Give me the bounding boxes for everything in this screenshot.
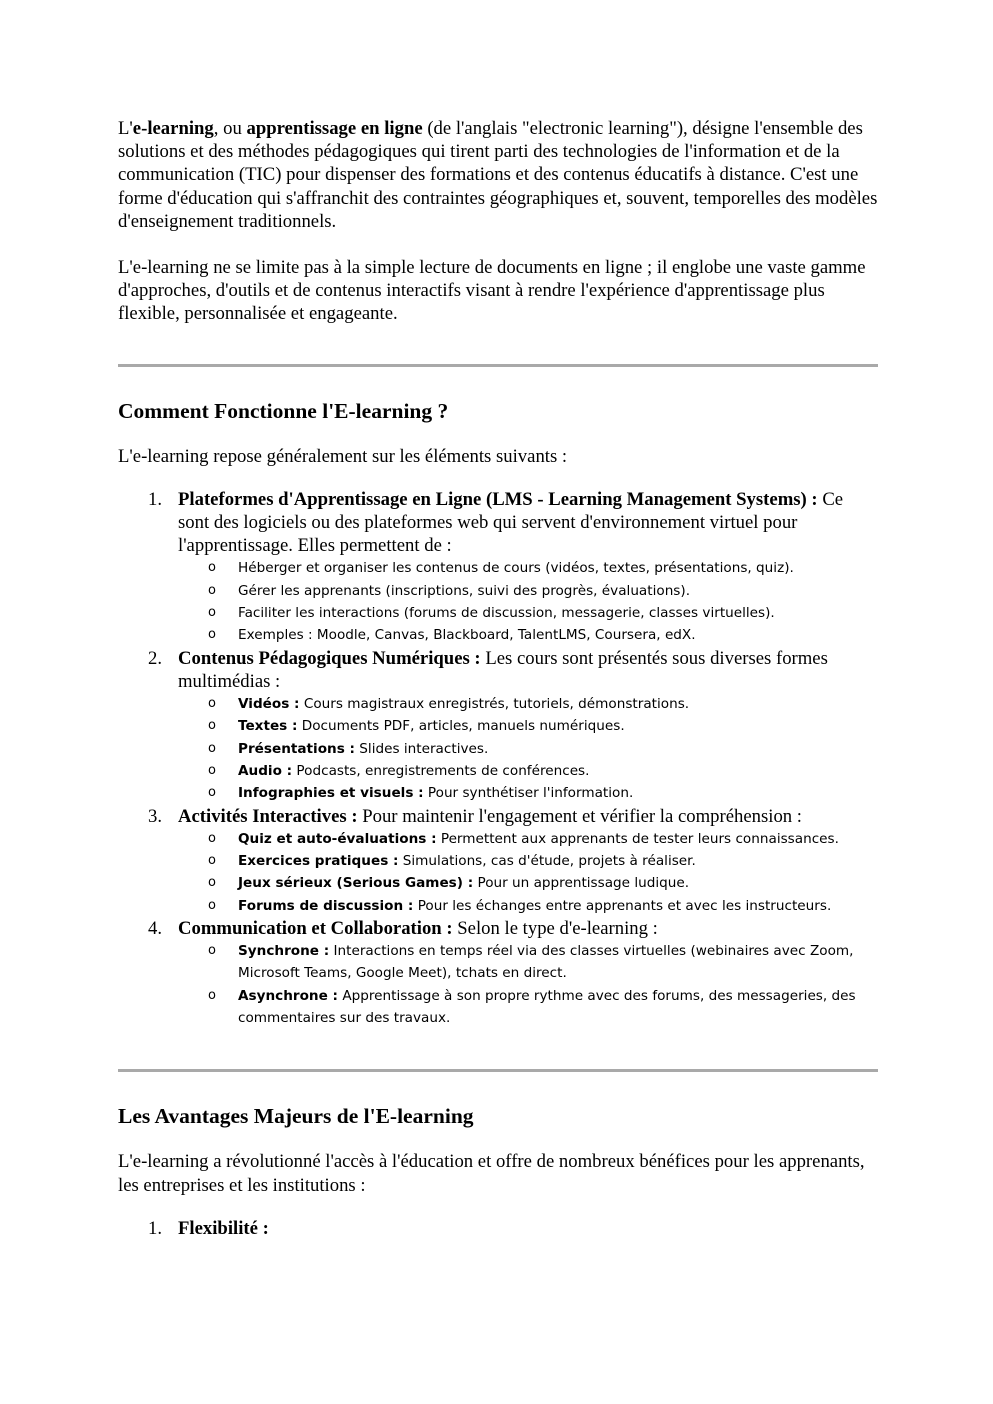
list-item-title: Communication et Collaboration : [178,917,453,939]
sub-item-label: Présentations : [238,740,355,757]
circle-bullet-icon: o [208,560,216,576]
sub-item-text: Pour synthétiser l'information. [423,785,634,802]
sub-item-label: Vidéos : [238,696,300,713]
sub-item-text: Faciliter les interactions (forums de discussion, messagerie, classes virtuelles). [238,605,775,622]
sub-list [178,693,878,804]
sub-list-item [208,782,878,804]
list-number: 3. [148,805,163,827]
sub-item-text: Exemples : Moodle, Canvas, Blackboard, TalentLMS, Coursera, edX. [238,627,696,644]
list-item-text: Selon le type d'e-learning : [452,917,658,939]
intro-text-rest: (de l'anglais "electronic learning"), désigne l'ensemble des solutions et des méthodes pédagogiques qui tirent parti des technologies de l'information et de la communication (TIC) pour dispenser des formations et des contenus éducatifs à distance. C'est une forme d'éducation qui s'affranchit des contraintes géographiques et, souvent, temporelles des modèles d'enseignement traditionnels. [118,118,878,232]
circle-bullet-icon: o [208,785,216,801]
circle-bullet-icon: o [208,718,216,734]
sub-item-text: Apprentissage à son propre rythme avec des forums, des messageries, des commentaires sur des travaux. [238,987,856,1026]
list-item-title: Plateformes d'Apprentissage en Ligne (LMS - Learning Management Systems) : [178,488,818,510]
sub-item-text: Interactions en temps réel via des classes virtuelles (webinaires avec Zoom, Microsoft Teams, Google Meet), tchats en direct. [238,943,854,982]
term-apprentissage-en-ligne: apprentissage en ligne [246,118,423,139]
circle-bullet-icon: o [208,875,216,891]
sub-item-text: Héberger et organiser les contenus de cours (vidéos, textes, présentations, quiz). [238,560,794,577]
sub-item-label: Audio : [238,762,293,779]
sub-item-text: Podcasts, enregistrements de conférences. [292,762,590,779]
sub-list [178,557,878,646]
sub-item-label: Forums de discussion : [238,897,414,914]
section-divider [118,1069,878,1072]
sub-list-item [208,985,878,1030]
section-divider [118,364,878,367]
sub-list [178,828,878,917]
sub-item-text: Pour un apprentissage ludique. [473,875,690,892]
sub-item-text: Cours magistraux enregistrés, tutoriels, démonstrations. [299,696,690,713]
sub-item-label: Asynchrone : [238,987,338,1004]
sub-list-item [208,693,878,715]
sub-list-item [208,624,878,646]
section-intro-fonctionnement: L'e-learning repose généralement sur les éléments suivants : [118,445,568,467]
list-item [148,488,878,647]
sub-item-text: Gérer les apprenants (inscriptions, suivi des progrès, évaluations). [238,582,691,599]
list-number: 1. [148,488,163,510]
sub-item-text: Permettent aux apprenants de tester leurs connaissances. [436,830,839,847]
circle-bullet-icon: o [208,897,216,913]
sub-list-item [208,872,878,894]
sub-item-text: Simulations, cas d'étude, projets à réaliser. [398,853,696,870]
sub-list-item [208,738,878,760]
list-number: 1. [148,1217,163,1239]
sub-list [178,940,878,1029]
sub-item-text: Pour les échanges entre apprenants et avec les instructeurs. [413,897,832,914]
sub-list-item [208,557,878,579]
circle-bullet-icon: o [208,627,216,643]
list-item [148,917,878,1029]
sub-list-item [208,715,878,737]
list-item-title: Activités Interactives : [178,805,358,827]
circle-bullet-icon: o [208,762,216,778]
sub-item-label: Textes : [238,718,298,735]
term-e-learning: e-learning [132,118,214,139]
list-item-title: Flexibilité : [178,1217,269,1239]
numbered-list-avantages [118,1217,878,1240]
intro-text-mid: , ou [213,118,247,139]
numbered-list-fonctionnement [118,488,878,1029]
circle-bullet-icon: o [208,740,216,756]
sub-item-text: Documents PDF, articles, manuels numériques. [297,718,625,735]
document-page [118,117,878,1240]
circle-bullet-icon: o [208,605,216,621]
list-item-text: Les cours sont présentés sous diverses formes multimédias : [178,647,828,692]
sub-item-label: Infographies et visuels : [238,785,424,802]
sub-item-label: Synchrone : [238,943,330,960]
section-intro-avantages: L'e-learning a révolutionné l'accès à l'éducation et offre de nombreux bénéfices pour les apprenants, les entreprises et les institutions : [118,1151,865,1196]
list-item [148,647,878,805]
sub-list-item [208,850,878,872]
intro-paragraph-2: L'e-learning ne se limite pas à la simple lecture de documents en ligne ; il englobe une vaste gamme d'approches, d'outils et de contenus interactifs visant à rendre l'expérience d'apprentissage plus flexible, personnalisée et engageante. [118,257,866,325]
circle-bullet-icon: o [208,696,216,712]
circle-bullet-icon: o [208,987,216,1003]
list-item [148,1217,878,1240]
circle-bullet-icon: o [208,853,216,869]
sub-list-item [208,895,878,917]
list-number: 2. [148,647,163,669]
circle-bullet-icon: o [208,582,216,598]
list-item-text: Pour maintenir l'engagement et vérifier la compréhension : [357,805,802,827]
sub-list-item [208,580,878,602]
section-title-fonctionnement: Comment Fonctionne l'E-learning ? [118,398,449,423]
intro-paragraph-1 [118,117,878,233]
sub-item-label: Exercices pratiques : [238,853,399,870]
sub-item-text: Slides interactives. [354,740,489,757]
sub-list-item [208,602,878,624]
list-item-title: Contenus Pédagogiques Numériques : [178,647,481,669]
sub-item-label: Quiz et auto-évaluations : [238,830,437,847]
sub-item-label: Jeux sérieux (Serious Games) : [238,875,474,892]
sub-list-item [208,940,878,985]
list-item-text: Ce sont des logiciels ou des plateformes web qui servent d'environnement virtuel pour l'apprentissage. Elles permettent de : [178,488,844,557]
intro-text-pre: L' [118,118,133,139]
list-number: 4. [148,917,163,939]
circle-bullet-icon: o [208,943,216,959]
section-title-avantages: Les Avantages Majeurs de l'E-learning [118,1104,474,1129]
sub-list-item [208,828,878,850]
list-item [148,805,878,917]
sub-list-item [208,760,878,782]
circle-bullet-icon: o [208,830,216,846]
